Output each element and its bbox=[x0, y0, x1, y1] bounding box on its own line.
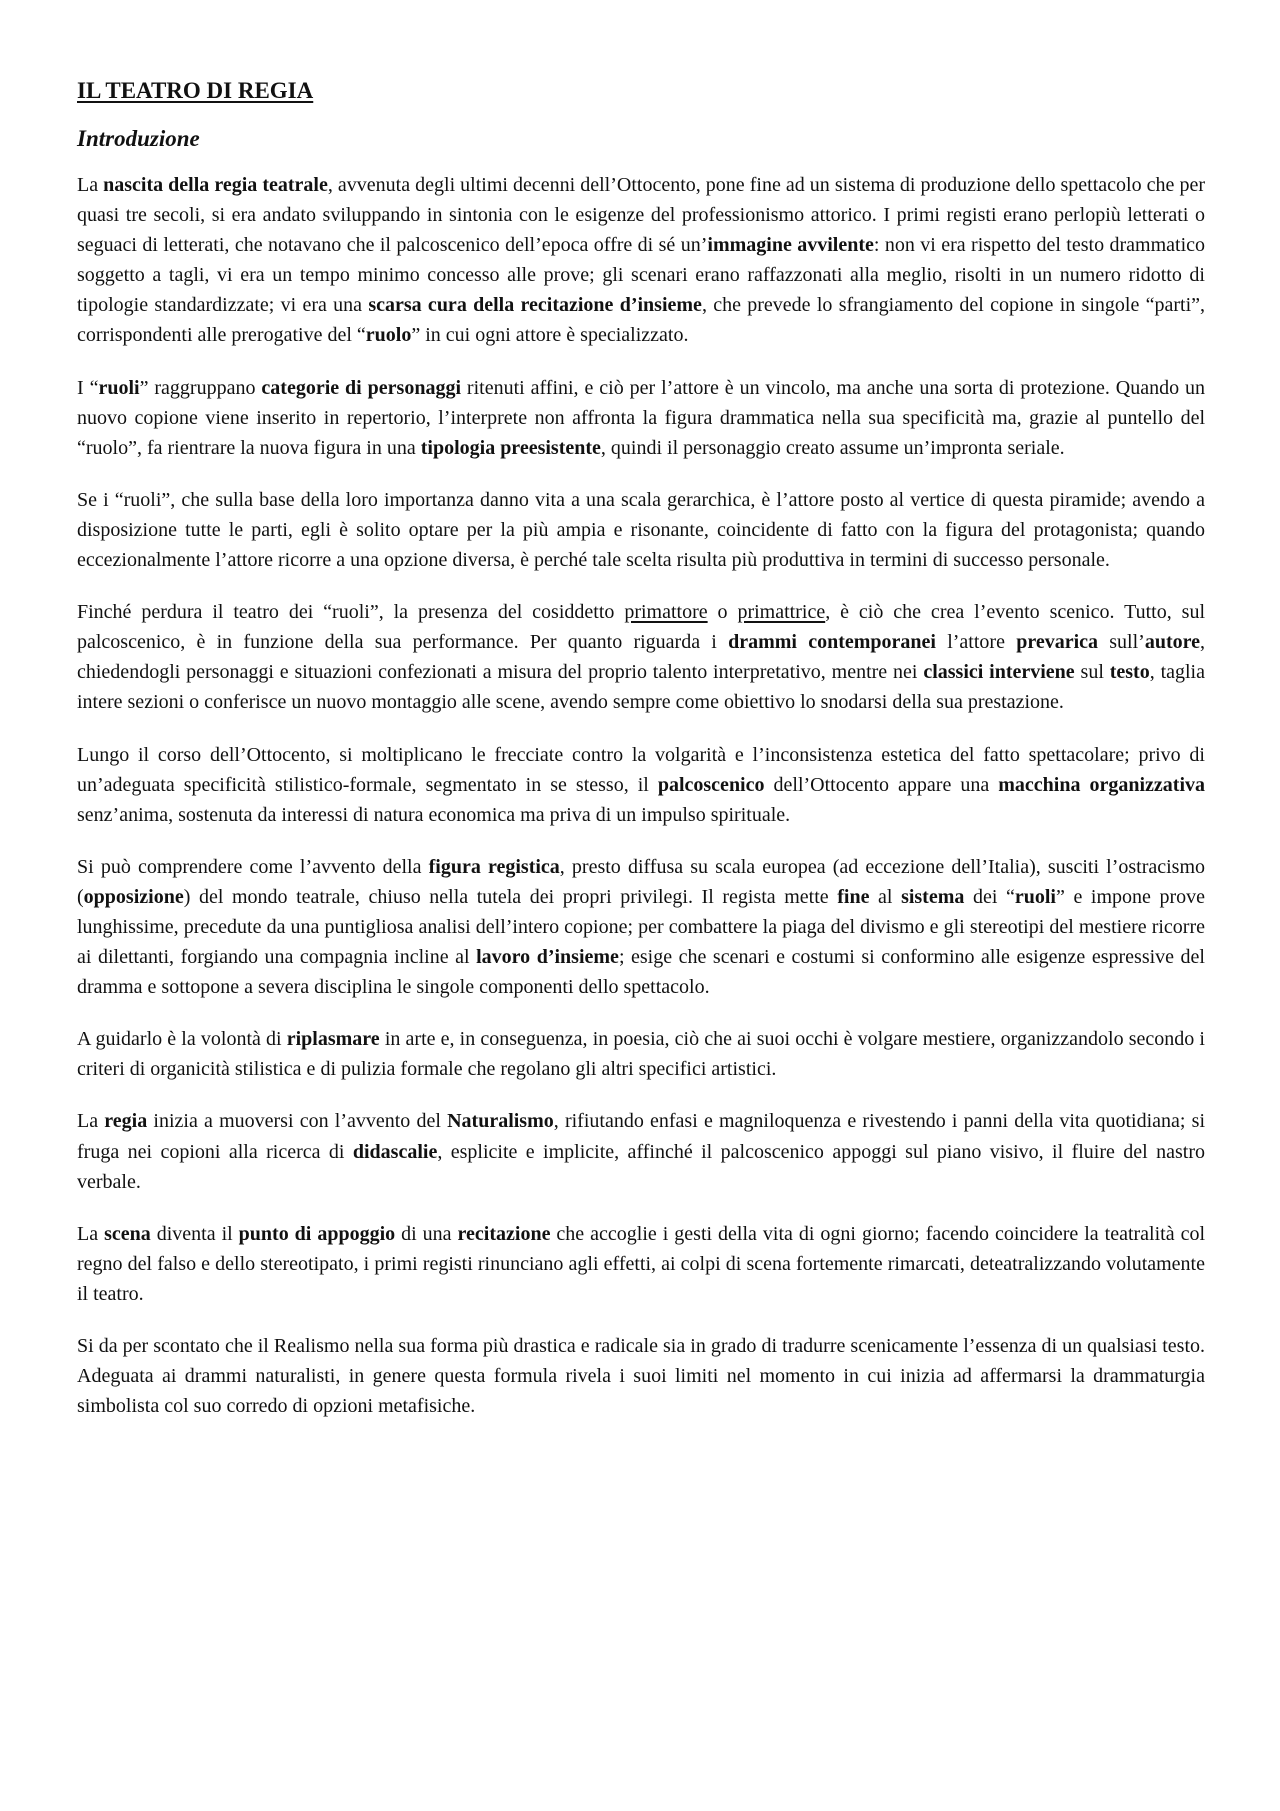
text-run: ” e impone prove lunghissime, precedute da una puntigliosa analisi dell’intero copione; per combattere la piaga del divismo e gli stereotipi del mestiere ricorre ai dilettanti, forgiando una compagnia incline al bbox=[77, 885, 1205, 969]
bold-text: figura registica bbox=[428, 855, 560, 878]
bold-text: prevarica bbox=[1016, 631, 1099, 654]
paragraph bbox=[77, 1219, 1205, 1309]
bold-text: didascalie bbox=[352, 1140, 438, 1163]
bold-text: ruolo bbox=[365, 324, 412, 347]
paragraph bbox=[77, 1024, 1205, 1084]
bold-text: ruoli bbox=[1014, 885, 1056, 908]
paragraph bbox=[77, 485, 1205, 575]
bold-text: opposizione bbox=[83, 885, 184, 908]
underlined-text: primattrice bbox=[737, 601, 826, 624]
text-run: ritenuti affini, e ciò per l’attore è un vincolo, ma anche una sorta di protezione. Quando un nuovo copione viene inserito in repertorio, l’interprete non affronta la figura drammatica nella sua specificità ma, grazie al puntello del “ruolo”, fa rientrare la nuova figura in una bbox=[77, 376, 1205, 459]
bold-text: sistema bbox=[901, 885, 965, 908]
text-run: La bbox=[77, 1222, 105, 1245]
text-run: A guidarlo è la volontà di bbox=[77, 1028, 287, 1051]
text-run: ” raggruppano bbox=[139, 376, 262, 399]
text-run: ; esige che scenari e costumi si conformino alle esigenze espressive del dramma e sottopone a severa disciplina le singole componenti dello spettacolo. bbox=[77, 946, 1205, 999]
text-run: diventa il bbox=[150, 1222, 239, 1245]
text-run: La bbox=[77, 174, 104, 196]
bold-text: punto di appoggio bbox=[238, 1222, 396, 1245]
bold-text: autore bbox=[1144, 631, 1201, 654]
text-run: di una bbox=[395, 1222, 458, 1245]
bold-text: classici interviene bbox=[923, 661, 1075, 684]
paragraph bbox=[77, 852, 1205, 1002]
paragraph bbox=[77, 740, 1205, 830]
bold-text: ruoli bbox=[98, 376, 140, 399]
text-run: l’attore bbox=[935, 631, 1017, 654]
bold-text: recitazione bbox=[457, 1222, 551, 1245]
bold-text: lavoro d’insieme bbox=[476, 946, 619, 969]
text-run: , rifiutando enfasi e magniloquenza e rivestendo i panni della vita quotidiana; si fruga nei copioni alla ricerca di bbox=[77, 1110, 1205, 1163]
text-run: La bbox=[77, 1110, 105, 1133]
text-run: sull’ bbox=[1098, 631, 1145, 654]
text-run: ) del mondo teatrale, chiuso nella tutela dei propri privilegi. Il regista mette bbox=[183, 885, 838, 908]
document-body bbox=[77, 170, 1205, 1421]
bold-text: scarsa cura della recitazione d’insieme bbox=[368, 294, 702, 317]
paragraph bbox=[77, 597, 1205, 717]
text-run: Finché perdura il teatro dei “ruoli”, la presenza del cosiddetto bbox=[77, 601, 625, 624]
text-run: : non vi era rispetto del testo drammatico soggetto a tagli, vi era un tempo minimo concesso alle prove; gli scenari erano raffazzonati alla meglio, risolti in un numero ridotto di tipologie standardizzate; vi era una bbox=[77, 234, 1205, 317]
bold-text: testo bbox=[1109, 661, 1150, 684]
text-run: , è ciò che crea l’evento scenico. Tutto, sul palcoscenico, è in funzione della sua performance. Per quanto riguarda i bbox=[77, 601, 1205, 654]
text-run: Se i “ruoli”, che sulla base della loro importanza danno vita a una scala gerarchica, è l’attore posto al vertice di questa piramide; avendo a disposizione tutte le parti, egli è solito optare per la più ampia e risonante, coincidente di fatto con la figura del protagonista; quando eccezionalmente l’attore ricorre a una opzione diversa, è perché tale scelta risulta più produttiva in termini di successo personale. bbox=[77, 488, 1205, 572]
bold-text: Naturalismo bbox=[447, 1110, 554, 1133]
text-run: , quindi il personaggio creato assume un’impronta seriale. bbox=[600, 436, 1065, 459]
bold-text: scena bbox=[104, 1222, 151, 1245]
text-run: al bbox=[869, 885, 902, 908]
text-run: che accoglie i gesti della vita di ogni giorno; facendo coincidere la teatralità col regno del falso e dello stereotipato, i primi registi rinunciano agli effetti, ai colpi di scena fortemente rimarcati, deteatralizzando volutamente il teatro. bbox=[77, 1222, 1206, 1305]
text-run: , taglia intere sezioni o conferisce un nuovo montaggio alle scene, avendo sempre come obiettivo lo snodarsi della sua prestazione. bbox=[77, 661, 1205, 714]
paragraph bbox=[77, 373, 1205, 463]
text-run: Si può comprendere come l’avvento della bbox=[77, 855, 429, 878]
text-run: I “ bbox=[77, 376, 99, 399]
text-run: sul bbox=[1074, 661, 1110, 684]
document-page bbox=[77, 76, 1205, 1443]
bold-text: palcoscenico bbox=[657, 773, 765, 796]
bold-text: macchina organizzativa bbox=[998, 773, 1206, 796]
paragraph bbox=[77, 1106, 1205, 1196]
text-run: , chiedendogli personaggi e situazioni confezionati a misura del proprio talento interpretativo, mentre nei bbox=[77, 631, 1206, 684]
text-run: dei “ bbox=[964, 885, 1015, 908]
bold-text: riplasmare bbox=[286, 1028, 380, 1051]
bold-text: immagine avvilente bbox=[707, 234, 874, 257]
underlined-text: primattore bbox=[624, 601, 708, 624]
text-run: inizia a muoversi con l’avvento del bbox=[147, 1110, 448, 1133]
bold-text: tipologia preesistente bbox=[420, 436, 601, 459]
text-run: , avvenuta degli ultimi decenni dell’Ottocento, pone fine ad un sistema di produzione dello spettacolo che per quasi tre secoli, si era andato sviluppando in sintonia con le esigenze del professionismo attorico. I primi registi erano perlopiù letterati o seguaci di letterati, che notavano che il palcoscenico dell’epoca offre di sé un’ bbox=[77, 174, 1205, 257]
bold-text: fine bbox=[837, 885, 870, 908]
paragraph bbox=[77, 1331, 1205, 1421]
document-title: IL TEATRO DI REGIA bbox=[77, 78, 314, 103]
text-run: dell’Ottocento appare una bbox=[764, 773, 999, 796]
text-run: o bbox=[707, 601, 738, 624]
bold-text: categorie di personaggi bbox=[261, 376, 461, 399]
text-run: , presto diffusa su scala europea (ad eccezione dell’Italia), susciti l’ostracismo ( bbox=[77, 855, 1206, 908]
text-run: Si da per scontato che il Realismo nella sua forma più drastica e radicale sia in grado di tradurre scenicamente l’essenza di un qualsiasi testo. Adeguata ai drammi naturalisti, in genere questa formula rivela i suoi limiti nel momento in cui inizia ad affermarsi la drammaturgia simbolista col suo corredo di opzioni metafisiche. bbox=[77, 1335, 1205, 1418]
text-run: senz’anima, sostenuta da interessi di natura economica ma priva di un impulso spirituale. bbox=[77, 803, 791, 826]
text-run: , esplicite e implicite, affinché il palcoscenico appoggi sul piano visivo, il fluire del nastro verbale. bbox=[77, 1140, 1205, 1193]
text-run: Lungo il corso dell’Ottocento, si moltiplicano le frecciate contro la volgarità e l’inconsistenza estetica del fatto spettacolare; privo di un’adeguata specificità stilistico-formale, segmentato in se stesso, il bbox=[77, 743, 1205, 796]
text-run: in arte e, in conseguenza, in poesia, ciò che ai suoi occhi è volgare mestiere, organizzandolo secondo i criteri di organicità stilistica e di pulizia formale che regolano gli altri specifici artistici. bbox=[77, 1028, 1205, 1081]
text-run: , che prevede lo sfrangiamento del copione in singole “parti”, corrispondenti alle prerogative del “ bbox=[77, 294, 1206, 347]
paragraph bbox=[77, 170, 1205, 351]
bold-text: drammi contemporanei bbox=[728, 631, 936, 654]
bold-text: nascita della regia teatrale bbox=[103, 174, 328, 196]
text-run: ” in cui ogni attore è specializzato. bbox=[411, 324, 689, 347]
bold-text: regia bbox=[104, 1110, 148, 1133]
section-heading: Introduzione bbox=[77, 126, 200, 151]
